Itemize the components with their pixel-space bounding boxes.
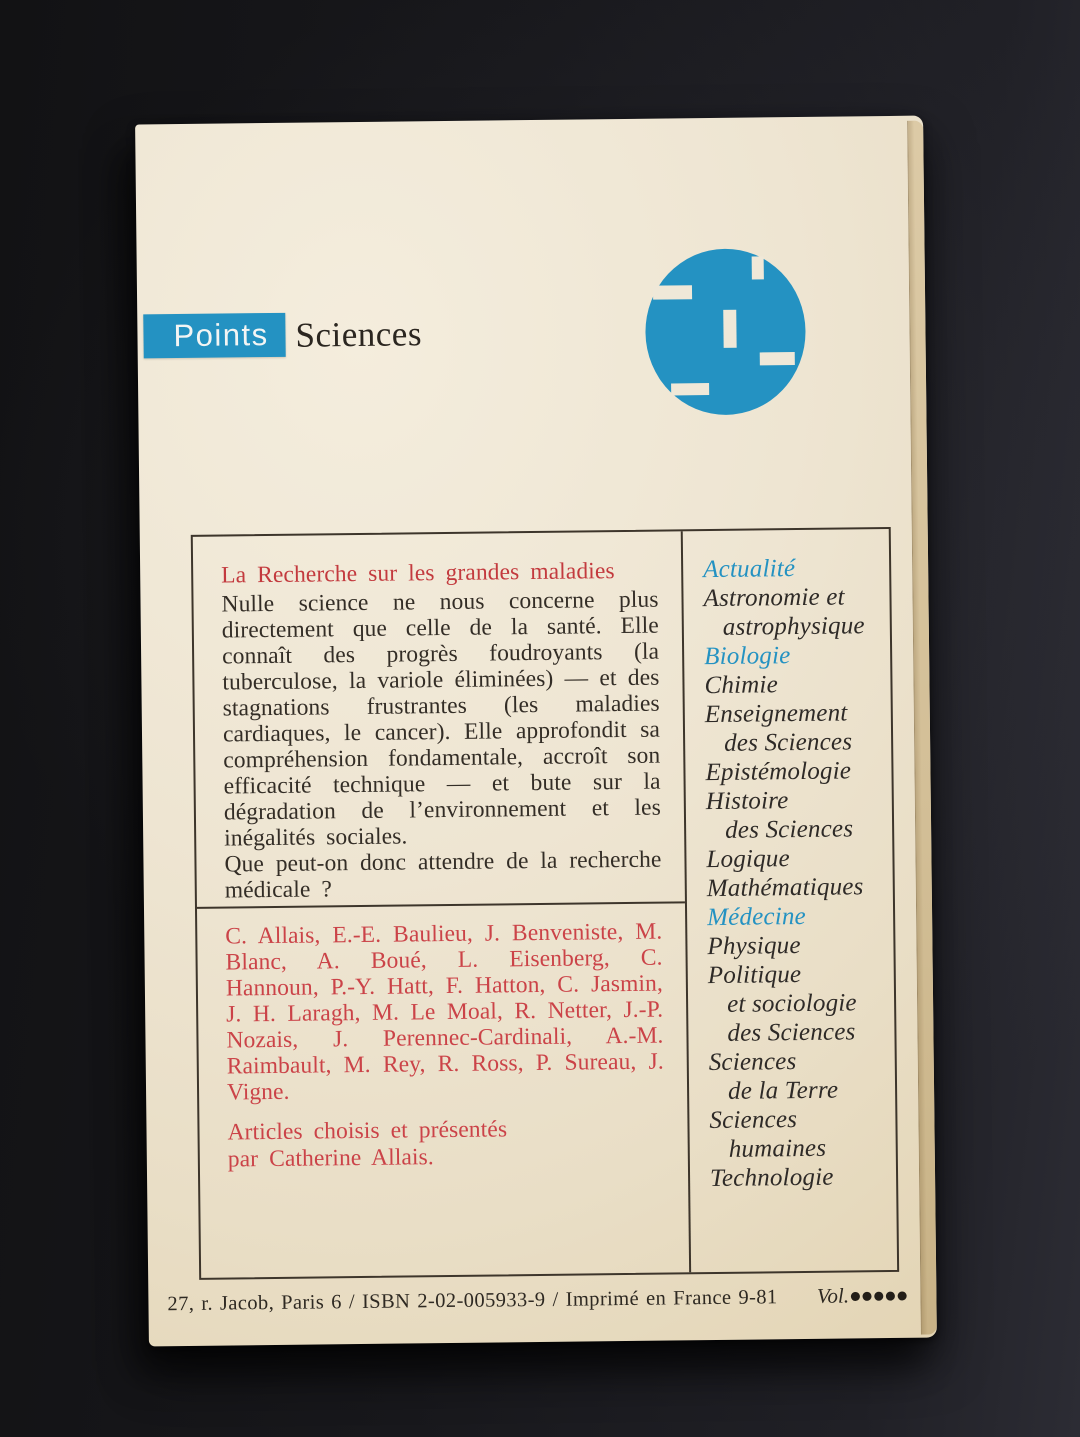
volume-indicator: [817, 1283, 908, 1309]
points-logo-icon: [645, 248, 807, 416]
editor-note: [227, 1115, 665, 1174]
logo-dash-icon: [723, 310, 736, 348]
volume-dots-icon: ●●●●●: [848, 1282, 908, 1308]
category-line: de la Terre: [727, 1076, 839, 1105]
editor-note-line-1: Articles choisis et présentés: [227, 1116, 508, 1146]
category-line: Politique: [707, 961, 802, 990]
category-line: humaines: [728, 1134, 827, 1163]
category-line: Physique: [707, 932, 801, 961]
book-title: La Recherche sur les grandes maladies: [221, 558, 615, 589]
series-name: Points: [173, 317, 269, 354]
collection-name: Sciences: [295, 314, 423, 355]
summary-paragraph-2: Que peut-on donc attendre de la recherche médicale ?: [224, 846, 662, 904]
category-line: Technologie: [709, 1163, 834, 1193]
summary-paragraph-1: Nulle science ne nous concerne plus directement que celle de la santé. Elle connaît des progrès foudroyants (la tuberculose, la variole éliminées) — et des stagnations frustrantes (les maladies cardiaques, le cancer). Elle approfondit sa compréhension fondamentale, accroît son efficacité technique — et bute sur la dégradation de l’environnement et les inégalités sociales.: [221, 586, 662, 852]
category-line: Actualité: [703, 555, 796, 584]
imprint-row: [167, 1283, 907, 1316]
category-list: [681, 529, 897, 1272]
contributors-list: C. Allais, E.-E. Baulieu, J. Benveniste, M. Blanc, A. Boué, L. Eisenberg, C. Hannoun, P.-Y. Hatt, F. Hatton, C. Jasmin, J. H. Laragh, M. Le Moal, R. Netter, J.-P. Nozais, J. Perennec-Cardinali, A.-M. Raimbault, M. Rey, R. Ross, P. Sureau, J. Vigne.: [225, 918, 664, 1106]
category-line: astrophysique: [722, 612, 865, 641]
category-line: des Sciences: [723, 728, 853, 757]
category-line: des Sciences: [724, 815, 854, 844]
category-line: Astronomie et: [703, 583, 845, 613]
category-line: Sciences: [709, 1106, 798, 1135]
book-back-cover: [135, 116, 937, 1347]
category-line: des Sciences: [727, 1018, 856, 1047]
category-line: Médecine: [706, 902, 807, 932]
summary-panel: [191, 527, 899, 1280]
logo-dash-icon: [671, 383, 709, 395]
category-line: Histoire: [705, 787, 789, 816]
category-line: Epistémologie: [705, 757, 852, 787]
logo-dash-icon: [752, 256, 764, 279]
category-line: Sciences: [708, 1048, 797, 1077]
category-line: Mathématiques: [706, 873, 864, 903]
category-line: Biologie: [704, 642, 791, 671]
description-cell: [193, 531, 685, 907]
category-line: Logique: [706, 845, 790, 874]
category-line: Enseignement: [704, 699, 848, 729]
logo-dash-icon: [760, 352, 795, 365]
category-line: Chimie: [704, 671, 779, 700]
imprint-line: 27, r. Jacob, Paris 6 / ISBN 2-02-005933-9 / Imprimé en France 9-81: [167, 1286, 778, 1316]
category-line: et sociologie: [726, 989, 857, 1018]
volume-label: Vol.: [816, 1283, 850, 1308]
points-series-badge: [143, 313, 285, 359]
editor-note-line-2: par Catherine Allais.: [227, 1144, 434, 1173]
contributors-cell: [197, 901, 689, 1278]
logo-dash-icon: [653, 285, 692, 299]
page-block-edge: [907, 121, 937, 1335]
